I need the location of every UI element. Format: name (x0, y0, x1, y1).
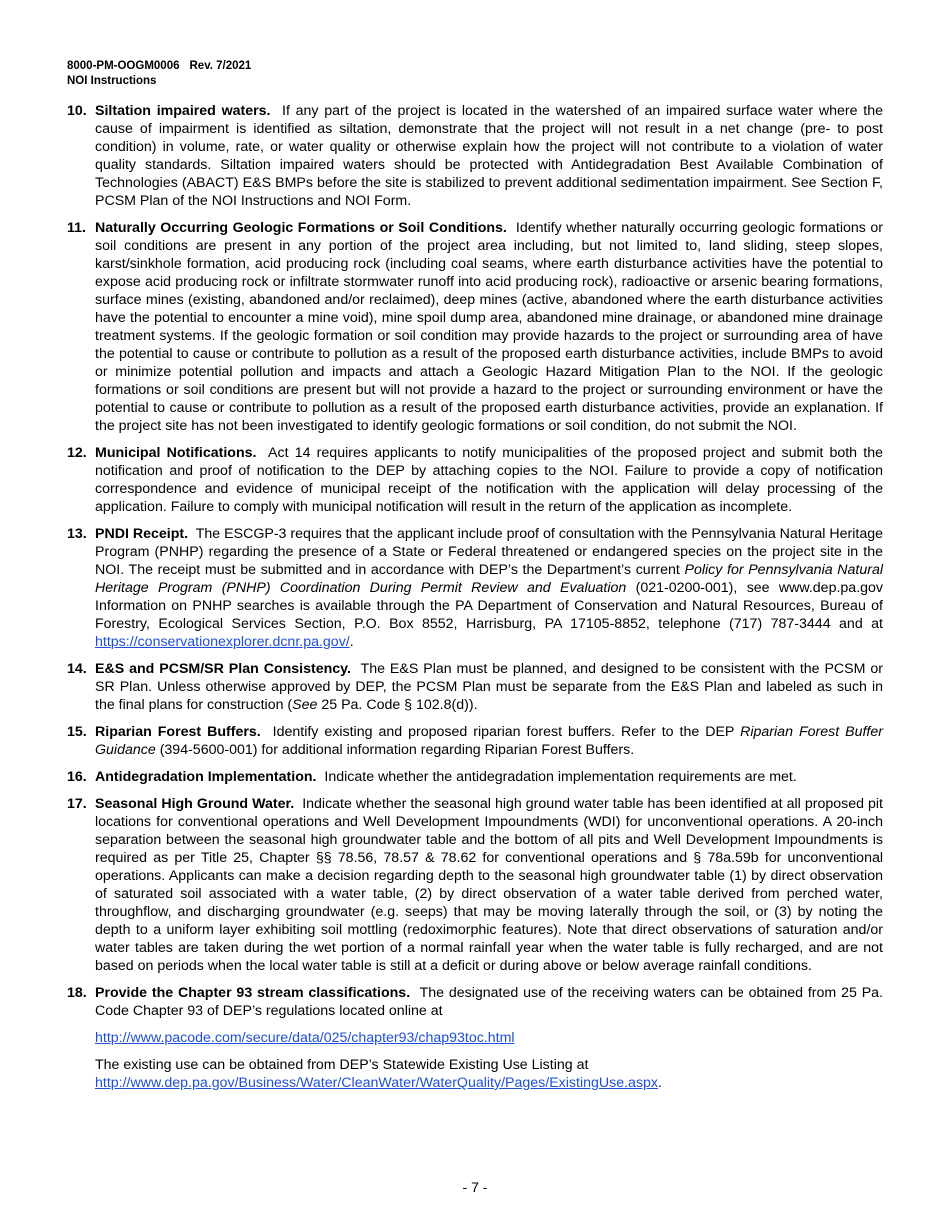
item-title: Siltation impaired waters. (95, 103, 271, 119)
item-number: 18. (67, 985, 87, 1001)
item-text-continued: (394-5600-001) for additional information regarding Riparian Forest Buffers. (159, 742, 635, 758)
item-title: PNDI Receipt. (95, 526, 189, 542)
item-text: Identify whether naturally occurring geologic formations or soil conditions are present in any portion of the project area including, but not limited to, land sliding, steep slopes, karst/sinkhole formation, acid producing rock (including coal seams, where earth disturbance activities have the potential to expose acid producing rock or infiltrate stormwater runoff into acid producing rock), radioactive or arsenic bearing formations, surface mines (existing, abandoned and/or reclaimed), deep mines (active, abandoned where the earth disturbance activities have the potential to encounter a mine void), mine spoil dump area, abandoned mine drainage, or abandoned mine drainage treatment systems. If the geologic formation or soil condition may provide hazards to the project or surrounding area of have the potential to cause or contribute to pollution as a result of the proposed earth disturbance activities, include BMPs to avoid or minimize potential pollution and impacts and attach a Geologic Hazard Mitigation Plan to the NOI. If the geologic formations or soil conditions are present but will not provide a hazard to the project or surrounding environment or have the potential to cause or contribute to pollution as a result of the proposed earth disturbance activities, provide an explanation. If the project site has not been investigated to identify geologic formations or soil condition, do not submit the NOI. (95, 220, 883, 434)
item-text: The ESCGP-3 requires that the applicant include proof of consultation with the Pennsylvania Natural Heritage Program (PNHP) regarding the presence of a State or Federal threatened or endangered species on the project site in the NOI. The receipt must be submitted and in accordance with DEP’s the Department’s current (95, 526, 883, 578)
item-number: 10. (67, 103, 87, 119)
conservation-explorer-link[interactable]: https://conservationexplorer.dcnr.pa.gov/ (95, 634, 350, 650)
list-item-14 (67, 660, 883, 714)
existing-use-text: The existing use can be obtained from DEP’s Statewide Existing Use Listing at (95, 1057, 589, 1073)
item-text-end: . (349, 634, 354, 650)
item-number: 16. (67, 769, 87, 785)
pacode-chapter93-link[interactable]: http://www.pacode.com/secure/data/025/chapter93/chap93toc.html (95, 1030, 515, 1046)
list-item-12 (67, 444, 883, 516)
item-number: 12. (67, 445, 87, 461)
item-number: 17. (67, 796, 87, 812)
item-number: 11. (67, 220, 86, 236)
doc-subtitle: NOI Instructions (67, 75, 157, 87)
item-title: E&S and PCSM/SR Plan Consistency. (95, 661, 351, 677)
item-number: 15. (67, 724, 87, 740)
list-item-10 (67, 102, 883, 210)
doc-number: 8000-PM-OOGM0006 (67, 60, 180, 72)
item-title: Antidegradation Implementation. (95, 769, 317, 785)
item-text: Indicate whether the antidegradation implementation requirements are met. (324, 769, 797, 785)
item-text-continued: 25 Pa. Code § 102.8(d)). (321, 697, 478, 713)
item-text: The designated use of the receiving waters can be obtained from 25 Pa. Code Chapter 93 of DEP’s regulations located online at (95, 985, 883, 1019)
doc-revision: Rev. 7/2021 (189, 60, 252, 72)
item-text: The E&S Plan must be planned, and designed to be consistent with the PCSM or SR Plan. Unless otherwise approved by DEP, the PCSM Plan must be separate from the E&S Plan and labeled as such in the final plans for construction ( (95, 661, 883, 713)
page-number: - 7 - (462, 1179, 488, 1195)
item-title: Provide the Chapter 93 stream classifications. (95, 985, 411, 1001)
item-text: Indicate whether the seasonal high ground water table has been identified at all proposed pit locations for conventional operations and Well Development Impoundments (WDI) for unconventional operations. A 20-inch separation between the seasonal high groundwater table and the bottom of all pits and Well Development Impoundments is required as per Title 25, Chapter §§ 78.56, 78.57 & 78.62 for conventional operations and § 78a.59b for unconventional operations. Applicants can make a decision regarding depth to the seasonal high groundwater table (1) by direct observation of saturated soil associated with a water table, (2) by direct observation of a water table derived from perched water, throughflow, and discharging groundwater (e.g. seeps) that may be moving laterally through the soil, or (3) by noting the depth to a uniform layer exhibiting soil mottling (redoximorphic features). Note that direct observations of saturation and/or water tables are taken during the wet portion of a normal rainfall year when the water table is fully recharged, and are not based on periods when the local water table is still at a deficit or during above or below average rainfall conditions. (95, 796, 883, 974)
item-number: 13. (67, 526, 87, 542)
item-text: Identify existing and proposed riparian forest buffers. Refer to the DEP (272, 724, 735, 740)
document-header (67, 59, 251, 89)
instruction-list (67, 102, 883, 1101)
item-title: Seasonal High Ground Water. (95, 796, 295, 812)
pacode-link-line (95, 1029, 883, 1047)
see-reference: See (292, 697, 318, 713)
item-number: 14. (67, 661, 87, 677)
existing-use-link[interactable]: http://www.dep.pa.gov/Business/Water/CleanWater/WaterQuality/Pages/ExistingUse.aspx (95, 1075, 659, 1091)
item-text-end: . (658, 1075, 662, 1091)
list-item-11 (67, 219, 883, 435)
list-item-16 (67, 768, 883, 786)
list-item-18 (67, 984, 883, 1092)
item-title: Riparian Forest Buffers. (95, 724, 261, 740)
item-text: If any part of the project is located in the watershed of an impaired surface water where the cause of impairment is identified as siltation, demonstrate that the project will not result in a net change (pre- to post condition) in volume, rate, or water quality or otherwise explain how the project will not contribute to a violation of water quality standards. Siltation impaired waters should be protected with Antidegradation Best Available Combination of Technologies (ABACT) E&S BMPs before the site is stabilized to prevent additional sedimentation impairment. See Section F, PCSM Plan of the NOI Instructions and NOI Form. (95, 103, 883, 209)
list-item-17 (67, 795, 883, 975)
guidance-title: Riparian Forest Buffer Guidance (95, 724, 883, 758)
item-text: Act 14 requires applicants to notify municipalities of the proposed project and submit both the notification and proof of notification to the DEP by attaching copies to the NOI. Failure to provide a copy of notification correspondence and evidence of municipal receipt of the notification with the application will delay processing of the application. Failure to comply with municipal notification will result in the return of the application as incomplete. (95, 445, 883, 515)
item-title: Naturally Occurring Geologic Formations or Soil Conditions. (95, 220, 507, 236)
document-id-line (67, 59, 251, 74)
existing-use-paragraph (95, 1056, 883, 1092)
item-title: Municipal Notifications. (95, 445, 257, 461)
list-item-15 (67, 723, 883, 759)
policy-title: Policy for Pennsylvania Natural Heritage Program (PNHP) Coordination During Permit Review and Evaluation (95, 562, 883, 596)
item-text-continued: (021-0200-001), see www.dep.pa.gov Information on PNHP searches is available through the PA Department of Conservation and Natural Resources, Bureau of Forestry, Ecological Services Section, P.O. Box 8552, Harrisburg, PA 17105-8852, telephone (717) 787-3444 and at (95, 580, 884, 632)
list-item-13 (67, 525, 883, 651)
